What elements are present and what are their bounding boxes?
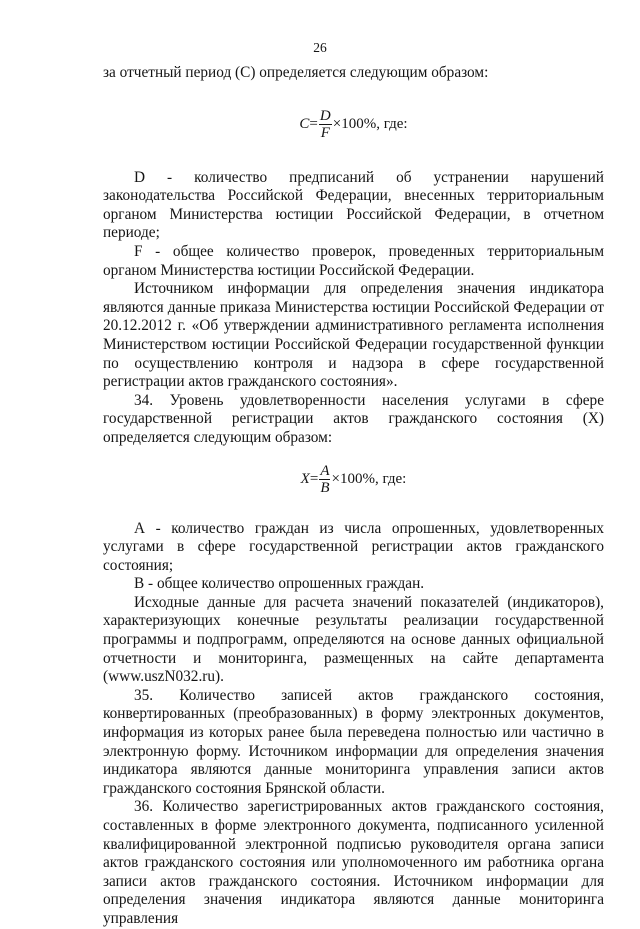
formula-multiplier: ×100% (332, 116, 377, 133)
formula-suffix: , где: (374, 471, 407, 488)
paragraph-d-definition: D - количество предписаний об устранении нарушений законодательства Российской Федерации, внесенных территориальным органом Министерства юстиции Российской Федерации, в отчетном периоде; (103, 168, 604, 242)
formula-fraction (319, 108, 332, 141)
paragraph-item-34: 34. Уровень удовлетворенности населения услугами в сфере государственной регистрации актов гражданского состояния (Х) определяется следующим образом: (103, 391, 604, 446)
paragraph-source-info: Источником информации для определения значения индикатора являются данные приказа Министерства юстиции Российской Федерации от 20.12.2012 г. «Об утверждении административного регламента исполнения Министерством юстиции Российской Федерации государственной функции по осуществлению контроля и надзора в сфере государственной регистрации актов гражданского состояния». (103, 280, 604, 391)
formula-denominator: B (320, 480, 330, 496)
formula-x (103, 454, 604, 506)
formula-denominator: F (320, 125, 330, 142)
paragraph-a-definition: А - количество граждан из числа опрошенных, удовлетворенных услугами в сфере государственной регистрации актов гражданского состояния; (103, 519, 604, 574)
formula-equals: = (309, 116, 318, 133)
page-number: 26 (313, 40, 327, 55)
formula-lhs: C (299, 116, 310, 133)
paragraph-f-definition: F - общее количество проверок, проведенных территориальным органом Министерства юстиции Российской Федерации. (103, 242, 604, 279)
formula-lhs: X (300, 471, 310, 488)
paragraph-item-35: 35. Количество записей актов гражданского состояния, конвертированных (преобразованных) в форму электронных документов, информация из которых ранее была переведена полностью или частично в электронную форму. Источником информации для определения значения индикатора являются данные мониторинга управления записи актов гражданского состояния Брянской области. (103, 686, 604, 797)
formula-equals: = (309, 471, 319, 488)
formula-suffix: , где: (376, 116, 408, 133)
paragraph-b-definition: В - общее количество опрошенных граждан. (134, 575, 425, 593)
intro-paragraph: за отчетный период (С) определяется следующим образом: (103, 64, 489, 81)
paragraph-source-data: Исходные данные для расчета значений показателей (индикаторов), характеризующих конечные результаты реализации государственной программы и подпрограмм, определяются на основе данных официальной отчетности и мониторинга, размещенных на сайте департамента (www.uszN032.ru). (103, 593, 604, 686)
paragraph-item-36: 36. Количество зарегистрированных актов гражданского состояния, составленных в форме электронного документа, подписанного усиленной квалифицированной электронной подписью руководителя органа записи актов гражданского состояния или уполномоченного им работника органа записи актов гражданского состояния. Источником информации для определения значения индикатора являются данные мониторинга управления (103, 798, 604, 927)
formula-multiplier: ×100% (331, 471, 375, 488)
document-body (103, 64, 604, 929)
formula-c (103, 99, 604, 151)
formula-numerator: D (319, 108, 331, 125)
formula-numerator: A (320, 463, 330, 479)
formula-fraction (319, 463, 330, 496)
